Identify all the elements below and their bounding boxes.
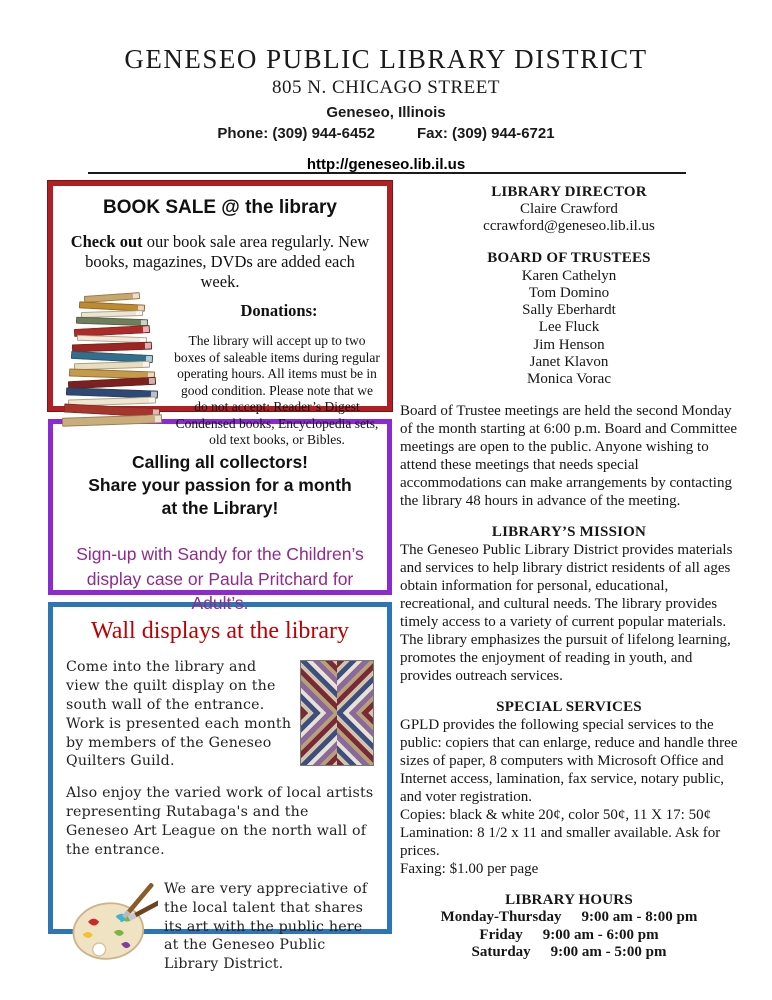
donations-heading: Donations: bbox=[240, 301, 318, 321]
trustee-name: Lee Fluck bbox=[538, 319, 600, 336]
trustee-name: Sally Eberhardt bbox=[522, 302, 616, 318]
trustee-name: Karen Cathelyn bbox=[521, 267, 617, 284]
hours-time: 9:00 am - 8:00 pm bbox=[581, 909, 698, 926]
quilt-image bbox=[300, 660, 374, 766]
hours-time: 9:00 am - 5:00 pm bbox=[550, 943, 667, 960]
library-director-heading: LIBRARY DIRECTOR bbox=[491, 184, 647, 200]
hours-row bbox=[400, 927, 738, 944]
special-services-text: GPLD provides the following special services to the public: copiers that can enlarge, reduce and handle three sizes of paper, 8 computers with Microsoft Office and Internet access, lamination, fax service, notary public, and voter registration. bbox=[400, 717, 738, 806]
header-divider bbox=[88, 172, 686, 174]
wall-displays-para3: We are very appreciative of the local talent that shares its art with the public here at the Geneseo Public Library District. bbox=[164, 880, 368, 973]
left-column bbox=[48, 181, 392, 973]
hours-days: Friday bbox=[479, 926, 523, 943]
collectors-line1: Calling all collectors! bbox=[131, 452, 309, 472]
collectors-line3: at the Library! bbox=[161, 497, 279, 518]
library-mission-text: The Geneseo Public Library District provides materials and services to help library district residents of all ages obtain information for personal, educational, recreational, and cultural needs. The library provides timely access to a variety of current popular materials. The library emphasizes the pursuit of lifelong learning, promotes the enjoyment of reading in youth, and provides outreach services. bbox=[400, 542, 733, 685]
book-sale-intro bbox=[67, 232, 373, 291]
phone-number: Phone: (309) 944-6452 bbox=[217, 125, 375, 142]
trustee-name: Janet Klavon bbox=[529, 353, 609, 370]
faxing-pricing: Faxing: $1.00 per page bbox=[400, 861, 539, 878]
collectors-signup-text: Sign-up with Sandy for the Children’s display case or Paula Pritchard for Adult’s. bbox=[76, 544, 364, 614]
trustee-name: Tom Domino bbox=[528, 284, 610, 301]
hours-time: 9:00 am - 6:00 pm bbox=[542, 926, 659, 943]
wall-displays-para2: Also enjoy the varied work of local artists representing Rutabaga's and the Geneseo Art League on the north wall of the entrance. bbox=[66, 785, 374, 858]
book-sale-intro-rest: our book sale area regularly. New books, magazines, DVDs are added each week. bbox=[85, 232, 370, 291]
library-hours-heading: LIBRARY HOURS bbox=[505, 892, 633, 909]
copies-pricing: Copies: black & white 20¢, color 50¢, 11 X 17: 50¢ bbox=[400, 807, 712, 824]
wall-displays-title: Wall displays at the library bbox=[91, 618, 349, 644]
director-email[interactable]: ccrawford@geneseo.lib.il.us bbox=[483, 218, 655, 235]
artist-palette-image bbox=[66, 872, 158, 968]
hours-days: Monday-Thursday bbox=[440, 909, 562, 926]
city-state: Geneseo, Illinois bbox=[326, 104, 446, 121]
street-address: 805 N. CHICAGO STREET bbox=[272, 77, 500, 98]
right-column bbox=[400, 184, 738, 961]
trustee-meetings-text: Board of Trustee meetings are held the second Monday of the month starting at 6:00 p.m. Board and Committee meetings are open to the public. Anyone wishing to attend these meetings that needs special accommodations can make arrangements by contacting the library 48 hours in advance of the meeting. bbox=[400, 403, 738, 510]
hours-row bbox=[400, 909, 738, 926]
lamination-pricing: Lamination: 8 1/2 x 11 and smaller available. Ask for prices. bbox=[400, 825, 721, 860]
donations-text: The library will accept up to two boxes of saleable items during regular operating hours. All items must be in good condition. Please note that we do not accept: Reader’s Digest Condensed books, Encyclopedia sets, old text books, or Bibles. bbox=[174, 333, 380, 448]
phone-fax-line bbox=[0, 125, 772, 142]
library-title: GENESEO PUBLIC LIBRARY DISTRICT bbox=[124, 44, 648, 74]
special-services-heading: SPECIAL SERVICES bbox=[496, 699, 642, 716]
wall-displays-box bbox=[48, 602, 392, 973]
board-of-trustees-heading: BOARD OF TRUSTEES bbox=[487, 249, 651, 266]
fax-number: Fax: (309) 944-6721 bbox=[416, 125, 555, 142]
trustee-name: Monica Vorac bbox=[526, 371, 611, 387]
collectors-line2: Share your passion for a month bbox=[88, 474, 352, 495]
wall-displays-para1: Come into the library and view the quilt display on the south wall of the entrance. Work is presented each month by members of the Geneseo Quilters Guild. bbox=[66, 659, 292, 770]
library-mission-heading: LIBRARY’S MISSION bbox=[491, 524, 647, 541]
book-sale-intro-bold: Check out bbox=[70, 232, 143, 251]
stacked-books-image bbox=[53, 293, 171, 431]
website-url[interactable]: http://geneseo.lib.il.us bbox=[306, 156, 466, 173]
page-header bbox=[0, 44, 772, 173]
trustee-name: Jim Henson bbox=[533, 336, 605, 353]
book-sale-title: BOOK SALE @ the library bbox=[103, 197, 337, 218]
hours-row bbox=[400, 944, 738, 961]
director-name: Claire Crawford bbox=[520, 201, 618, 217]
hours-days: Saturday bbox=[471, 943, 531, 960]
book-sale-box bbox=[48, 181, 392, 448]
